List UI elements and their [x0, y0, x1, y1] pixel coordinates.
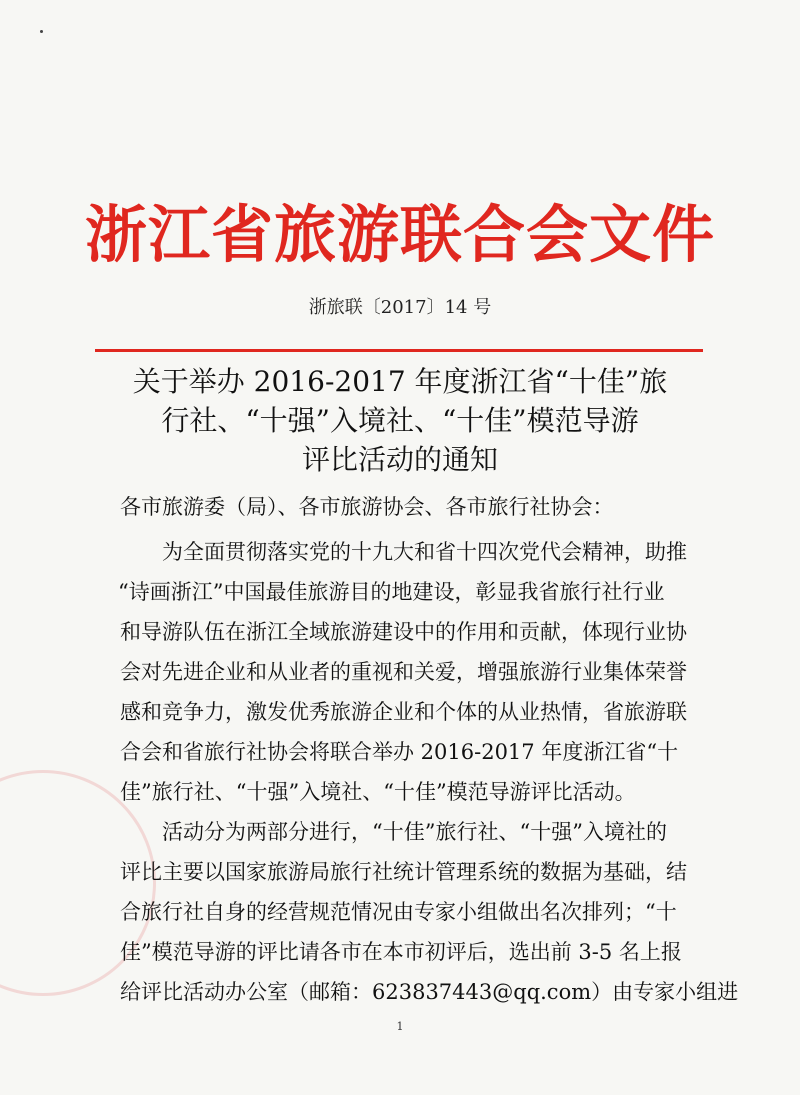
body-line: 为全面贯彻落实党的十九大和省十四次党代会精神，助推 [162, 540, 687, 564]
body-line: 合旅行社自身的经营规范情况由专家小组做出名次排列；“十 [120, 900, 677, 924]
body-line: 评比主要以国家旅游局旅行社统计管理系统的数据为基础，结 [120, 860, 687, 884]
title-line-3: 评比活动的通知 [301, 443, 498, 476]
red-divider-line [95, 349, 703, 352]
body-line: 佳”旅行社、“十强”入境社、“十佳”模范导游评比活动。 [120, 780, 636, 804]
scan-speck [40, 30, 43, 33]
notice-title [100, 362, 700, 479]
document-masthead: 浙江省旅游联合会文件 [84, 198, 715, 271]
body-line: “诗画浙江”中国最佳旅游目的地建设，彰显我省旅行社行业 [118, 580, 665, 604]
body-line: 给评比活动办公室（邮箱：623837443@qq.com）由专家小组进 [120, 980, 739, 1004]
document-number: 浙旅联〔2017〕14 号 [308, 297, 492, 318]
body-line: 佳”模范导游的评比请各市在本市初评后，选出前 3-5 名上报 [120, 940, 682, 964]
body-line: 会对先进企业和从业者的重视和关爱，增强旅游行业集体荣誉 [120, 660, 687, 684]
title-line-2: 行社、“十强”入境社、“十佳”模范导游 [161, 404, 639, 437]
body-line: 活动分为两部分进行，“十佳”旅行社、“十强”入境社的 [162, 820, 667, 844]
page-number: 1 [396, 1020, 404, 1033]
title-line-1: 关于举办 2016-2017 年度浙江省“十佳”旅 [132, 365, 668, 398]
body-line: 感和竞争力，激发优秀旅游企业和个体的从业热情，省旅游联 [120, 700, 687, 724]
body-line: 和导游队伍在浙江全域旅游建设中的作用和贡献，体现行业协 [120, 620, 687, 644]
salutation: 各市旅游委（局）、各市旅游协会、各市旅行社协会： [120, 495, 614, 519]
body-line: 合会和省旅行社协会将联合举办 2016-2017 年度浙江省“十 [120, 740, 679, 764]
